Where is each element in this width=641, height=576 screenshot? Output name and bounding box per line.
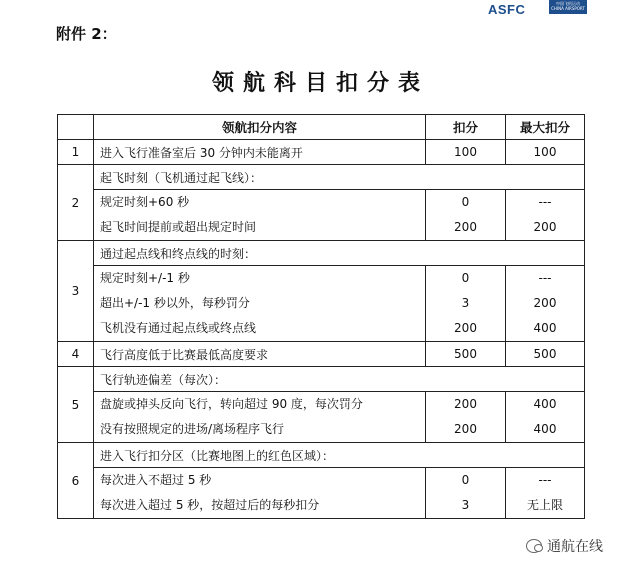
- row-max-deductions: [506, 392, 585, 443]
- sub-item-description: 起飞时间提前或超出规定时间: [100, 220, 257, 234]
- table-row: [58, 392, 585, 443]
- sub-item-deduction: 3: [461, 296, 470, 310]
- deduction-table: [57, 114, 585, 519]
- row-group-heading: 飞行轨迹偏差（每次）：: [94, 367, 585, 392]
- table-row: [58, 342, 585, 367]
- attachment-label: 附件 2：: [56, 25, 117, 43]
- watermark-text: 通航在线: [547, 539, 603, 555]
- row-deduction: 100: [426, 140, 506, 165]
- row-group-heading: 起飞时刻（飞机通过起飞线）：: [94, 165, 585, 190]
- row-deductions: [426, 392, 506, 443]
- sub-item-deduction: 200: [454, 220, 477, 234]
- row-number: 2: [58, 165, 94, 241]
- sub-item-description: 没有按照规定的进场/离场程序飞行: [100, 422, 285, 436]
- row-number: 1: [58, 140, 94, 165]
- table-row-group-header: [58, 367, 585, 392]
- logo-line-2: CHINA AIRSPORT: [551, 6, 585, 11]
- table-row-group-header: [58, 241, 585, 266]
- table-row: [58, 266, 585, 342]
- sub-item-max-deduction: ---: [538, 195, 552, 209]
- sub-item-max-deduction: 400: [533, 422, 557, 436]
- row-description: 进入飞行准备室后 30 分钟内未能离开: [94, 140, 426, 165]
- sub-item-description: 盘旋或掉头反向飞行，转向超过 90 度，每次罚分: [100, 397, 363, 411]
- table-row-group-header: [58, 443, 585, 468]
- sub-item-deduction: 0: [461, 195, 470, 209]
- sub-item-description: 规定时刻+/-1 秒: [100, 271, 190, 285]
- row-description: 飞行高度低于比赛最低高度要求: [94, 342, 426, 367]
- row-max-deductions: [506, 468, 585, 519]
- table-row: [58, 140, 585, 165]
- row-deductions: [426, 468, 506, 519]
- sub-item-description: 规定时刻+60 秒: [100, 195, 190, 209]
- row-max-deductions: [506, 266, 585, 342]
- table-row-group-header: [58, 165, 585, 190]
- table-row: [58, 190, 585, 241]
- sub-item-max-deduction: ---: [538, 473, 552, 487]
- header-max-deduction: 最大扣分: [506, 115, 585, 140]
- sub-item-max-deduction: 400: [533, 397, 557, 411]
- sub-item-description: 每次进入不超过 5 秒: [100, 473, 212, 487]
- logo-line-1: 中国飞机运动: [556, 1, 580, 6]
- sub-item-deduction: 200: [454, 422, 477, 436]
- row-number: 3: [58, 241, 94, 342]
- row-number: 4: [58, 342, 94, 367]
- table-row: [58, 468, 585, 519]
- asfc-brand: ASFC: [488, 2, 526, 17]
- sub-item-max-deduction: 200: [533, 296, 557, 310]
- row-max-deductions: [506, 190, 585, 241]
- sub-item-max-deduction: 400: [533, 321, 557, 335]
- sub-item-description: 飞机没有通过起点线或终点线: [100, 321, 257, 335]
- sub-item-max-deduction: ---: [538, 271, 552, 285]
- watermark: [526, 536, 603, 556]
- sub-item-description: 每次进入超过 5 秒，按超过后的每秒扣分: [100, 498, 320, 512]
- sub-item-max-deduction: 无上限: [526, 498, 563, 512]
- row-descriptions: [94, 190, 426, 241]
- row-group-heading: 通过起点线和终点线的时刻：: [94, 241, 585, 266]
- row-descriptions: [94, 266, 426, 342]
- row-number: 5: [58, 367, 94, 443]
- sub-item-deduction: 200: [454, 397, 477, 411]
- sub-item-deduction: 200: [454, 321, 477, 335]
- row-number: 6: [58, 443, 94, 519]
- row-max-deduction: 500: [506, 342, 585, 367]
- table-header-row: [58, 115, 585, 140]
- row-max-deduction: 100: [506, 140, 585, 165]
- row-descriptions: [94, 392, 426, 443]
- header-content: 领航扣分内容: [94, 115, 426, 140]
- row-deduction: 500: [426, 342, 506, 367]
- row-deductions: [426, 266, 506, 342]
- association-logo: [549, 0, 587, 14]
- wechat-icon: [526, 539, 542, 553]
- row-group-heading: 进入飞行扣分区（比赛地图上的红色区域）：: [94, 443, 585, 468]
- header-deduction: 扣分: [426, 115, 506, 140]
- sub-item-deduction: 0: [461, 473, 470, 487]
- row-deductions: [426, 190, 506, 241]
- row-descriptions: [94, 468, 426, 519]
- sub-item-deduction: 3: [461, 498, 470, 512]
- sub-item-description: 超出+/-1 秒以外，每秒罚分: [100, 296, 250, 310]
- sub-item-max-deduction: 200: [533, 220, 557, 234]
- page-title: 领航科目扣分表: [211, 70, 429, 96]
- header-no: [58, 115, 94, 140]
- sub-item-deduction: 0: [461, 271, 470, 285]
